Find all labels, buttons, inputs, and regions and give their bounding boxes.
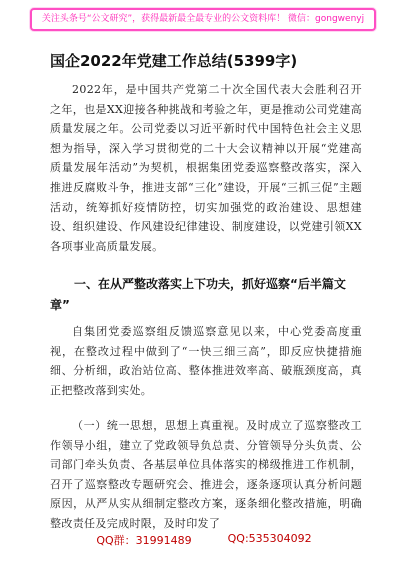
paragraph-section1-point1: （一）统一思想，思想上真重视。及时成立了巡察整改工作领导小组，建立了党政领导负总责、分管领导分头负责、公司部门牵头负责、各基层单位具体落实的梯级推进工作机制，召开了巡察整改专题研究会、推进会，逐条逐项认真分析问题原因，从严从实从细制定整改方案，逐条细化整改措施，明确整改责任及完成时限，及时印发了 (50, 419, 362, 530)
section-heading-1: 一、在从严整改落实上下功夫，抓好巡察“后半篇文章” (50, 277, 346, 312)
paragraph-section1-intro: 自集团党委巡察组反馈巡察意见以来，中心党委高度重视，在整改过程中做到了“一快三细三高”，即反应快捷措施细、分析细，政治站位高、整体推进效率高、破瓶颈度高，真正把整改落到实处。 (50, 325, 362, 397)
paragraph-intro: 2022年，是中国共产党第二十次全国代表大会胜利召开之年，也是XX迎接各种挑战和考验之年，更是推动公司党建高质量发展之年。公司党委以习近平新时代中国特色社会主义思想为指导，深入学习贯彻党的二十大会议精神以开展“党建高质量发展年活动”为契机，根据集团党委巡察整改落实，深入推进反腐败斗争，推进支部“三化”建设，开展“三抓三促”主题活动，统筹抓好疫情防控，切实加强党的政治建设、思想建设、组织建设、作风建设纪律建设、制度建设，以党建引领XX各项事业高质量发展。 (50, 83, 362, 253)
qq-group-number: QQ群：31991489 (96, 534, 192, 547)
qq-number: QQ:535304092 (227, 532, 312, 545)
document-title: 国企2022年党建工作总结(5399字) (50, 52, 298, 70)
contact-footer (0, 532, 408, 552)
promo-banner (16, 5, 390, 33)
promo-banner-text: 关注头条号“公文研究”，获得最新最全最专业的公文资料库！ 微信：gongwenyj (30, 8, 376, 31)
